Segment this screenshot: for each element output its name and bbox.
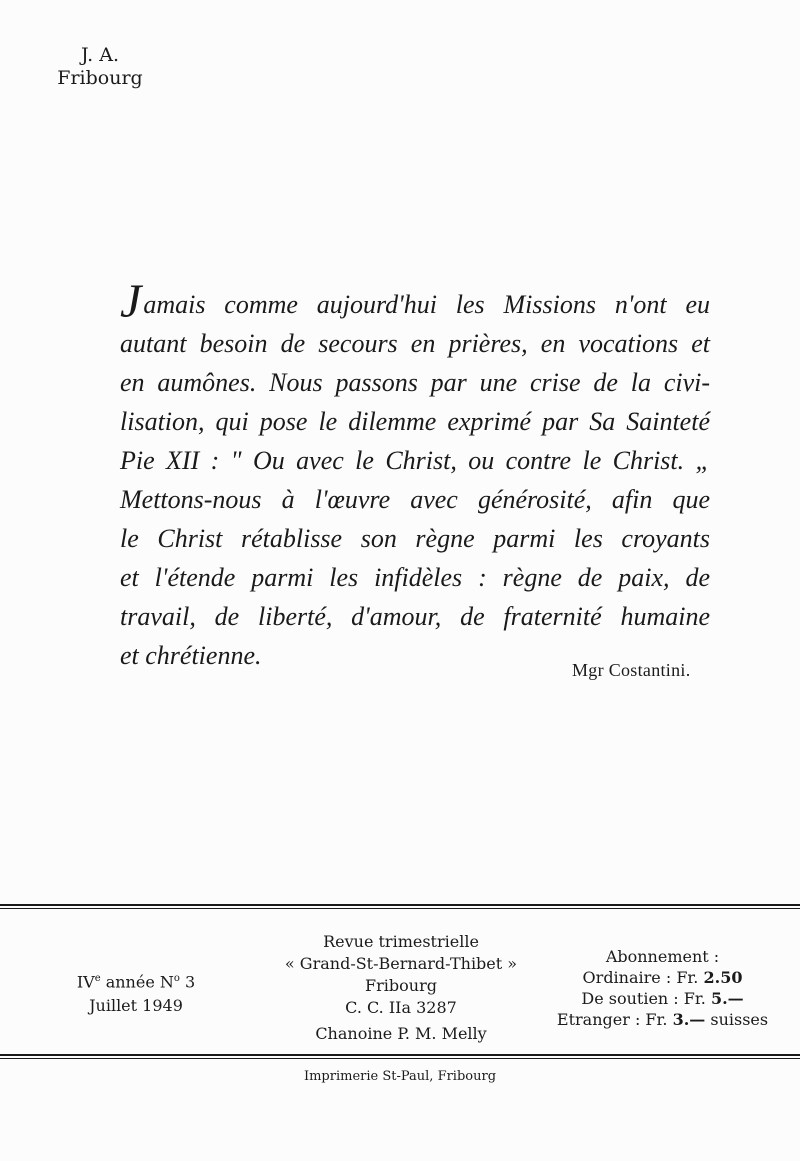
subscription-title: Abonnement : [605, 947, 720, 966]
price-soutien: De soutien : Fr. 5.— [581, 989, 744, 1008]
issue-number: IVe année $N^o$ 3 [76, 972, 196, 992]
bottom-rule-thin [0, 1058, 800, 1059]
revue-info [270, 931, 532, 1045]
price-ordinaire: Ordinaire : Fr. 2.50 [582, 968, 743, 987]
quote-line: autant besoin de secours en prières, en vocations et [120, 329, 710, 358]
quote-line: en aumônes. Nous passons par une crise de la civi- [120, 368, 710, 397]
quote-line: travail, de liberté, d'amour, de fraternité humaine [120, 602, 710, 631]
header-city: Fribourg [57, 67, 143, 89]
quote-line: le Christ rétablisse son règne parmi les croyants [120, 524, 710, 553]
quote-line: Mettons-nous à l'œuvre avec générosité, afin que [120, 485, 710, 514]
dropcap: J [120, 275, 142, 328]
printer-credit: Imprimerie St-Paul, Fribourg [303, 1069, 497, 1084]
subscription-info [555, 946, 770, 1030]
top-rule-thin [0, 908, 800, 909]
header-address [55, 44, 145, 90]
revue-type: Revue trimestrielle [323, 932, 479, 951]
issue-date: Juillet 1949 [89, 996, 183, 1016]
revue-account: C. C. IIa 3287 [345, 998, 457, 1017]
revue-editor: Chanoine P. M. Melly [315, 1024, 487, 1043]
quote-author: Mgr Costantini. [572, 660, 691, 680]
quote-line: et chrétienne. [120, 641, 262, 670]
quote-line: Pie XII : " Ou avec le Christ, ou contre le Christ. „ [120, 446, 710, 475]
header-initials: J. A. [81, 44, 119, 66]
quote-block [120, 275, 710, 675]
revue-city: Fribourg [365, 976, 437, 995]
price-etranger: Etranger : Fr. 3.— suisses [556, 1010, 769, 1029]
issue-info [56, 967, 216, 1018]
quote-line: lisation, qui pose le dilemme exprimé par Sa Sainteté [120, 407, 710, 436]
quote-line: et l'étende parmi les infidèles : règne de paix, de [120, 563, 710, 592]
top-rule [0, 904, 800, 906]
revue-title: « Grand-St-Bernard-Thibet » [284, 954, 518, 973]
bottom-rule [0, 1054, 800, 1056]
quote-line: Jamais comme aujourd'hui les Missions n'ont eu [120, 275, 710, 328]
